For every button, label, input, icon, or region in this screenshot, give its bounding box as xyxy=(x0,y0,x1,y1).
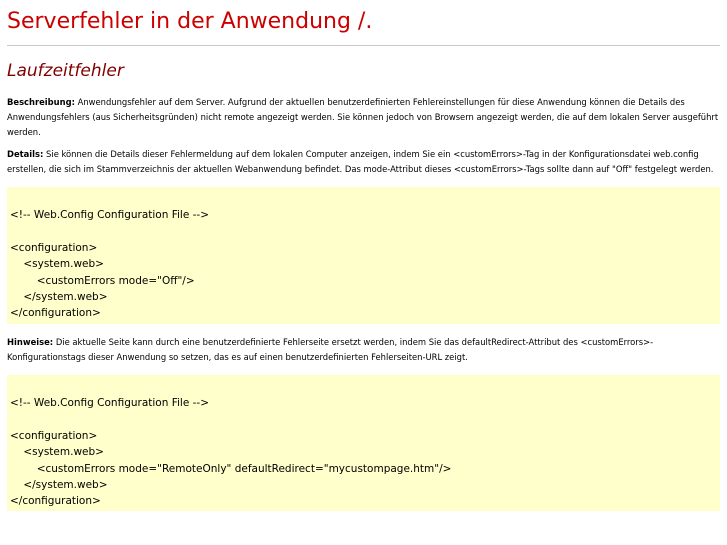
code-line xyxy=(7,223,720,239)
code-line: </configuration> xyxy=(10,495,101,508)
code-line xyxy=(7,411,720,427)
code-line: </system.web> xyxy=(10,478,108,491)
code-line: <system.web> xyxy=(10,446,104,459)
config-code-block-off xyxy=(7,187,720,324)
details-label: Details: xyxy=(7,149,44,159)
details-paragraph xyxy=(7,147,720,177)
title-divider xyxy=(7,45,720,46)
error-subtitle: Laufzeitfehler xyxy=(7,61,124,81)
code-line: </system.web> xyxy=(10,290,108,303)
code-line: <configuration> xyxy=(10,429,98,442)
hint-paragraph xyxy=(7,335,720,365)
code-line: <!-- Web.Config Configuration File --> xyxy=(10,209,210,221)
details-text: Sie können die Details dieser Fehlermeldung auf dem lokalen Computer anzeigen, indem Sie ein <customErrors>-Tag in der Konfigurationsdatei web.config erstellen, die sich im Stammverzeichnis der aktuellen Webanwendung befindet. Das mode-Attribut dieses <customErrors>-Tags sollte dann auf "Off" festgelegt werden. xyxy=(7,149,714,174)
code-line: <configuration> xyxy=(10,241,98,254)
config-code-block-remoteonly xyxy=(7,375,720,511)
code-line: </configuration> xyxy=(10,307,101,320)
description-label: Beschreibung: xyxy=(7,97,75,107)
code-line: <customErrors mode="Off"/> xyxy=(10,274,195,287)
hint-text: Die aktuelle Seite kann durch eine benutzerdefinierte Fehlerseite ersetzt werden, indem Sie das defaultRedirect-Attribut des <customErrors>-Konfigurationstags dieser Anwendung so setzen, das es auf einen benutzerdefinierten Fehlerseiten-URL zeigt. xyxy=(7,337,654,362)
description-text: Anwendungsfehler auf dem Server. Aufgrund der aktuellen benutzerdefinierten Fehlereinstellungen für diese Anwendung können die Details des Anwendungsfehlers (aus Sicherheitsgründen) nicht remote angezeigt werden. Sie können jedoch von Browsern angezeigt werden, die auf dem lokalen Server ausgeführt werden. xyxy=(7,97,719,137)
page-title: Serverfehler in der Anwendung /. xyxy=(7,9,373,34)
hint-label: Hinweise: xyxy=(7,337,54,347)
code-line: <customErrors mode="RemoteOnly" defaultRedirect="mycustompage.htm"/> xyxy=(10,462,452,475)
description-paragraph xyxy=(7,95,720,140)
code-line: <!-- Web.Config Configuration File --> xyxy=(10,397,210,409)
code-line: <system.web> xyxy=(10,258,104,271)
